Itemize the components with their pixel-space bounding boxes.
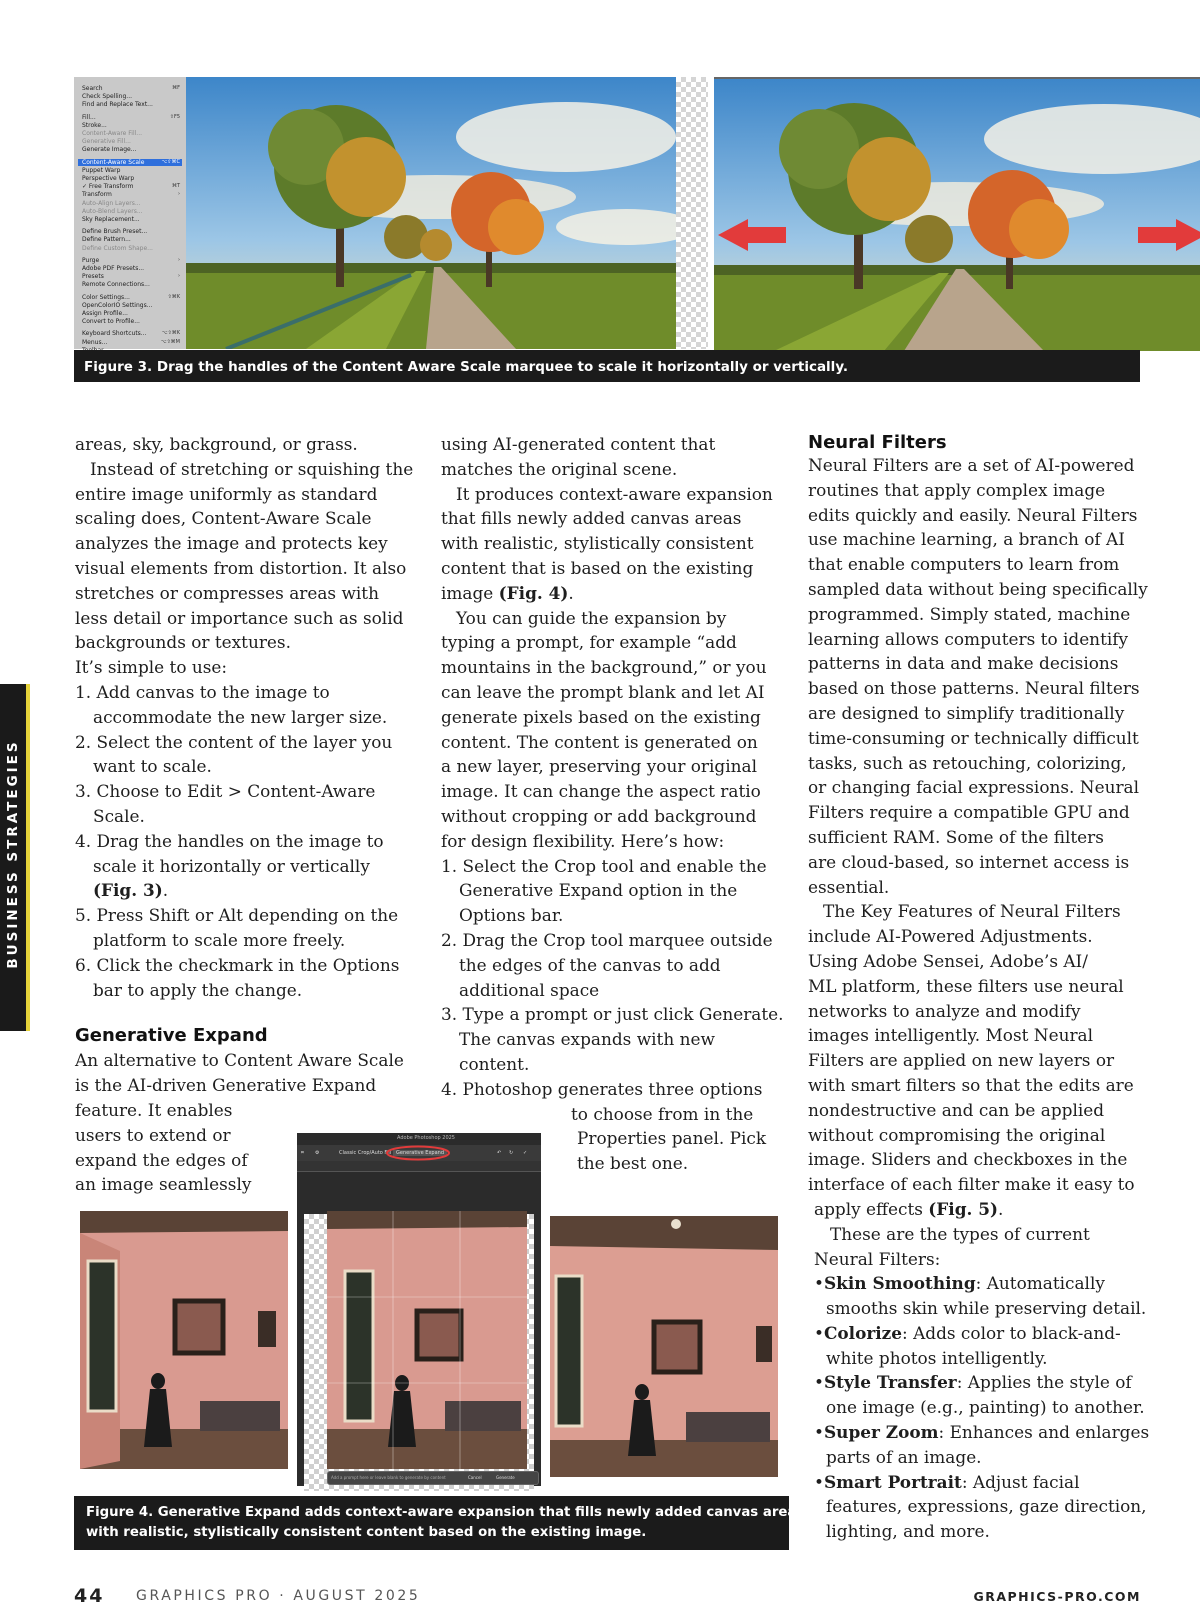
menu-item[interactable]: Fill... xyxy=(82,113,96,121)
menu-item[interactable]: Menus... xyxy=(82,338,108,346)
commit-icon[interactable]: ✓ xyxy=(523,1150,528,1156)
numbered-list: 1. Add canvas to the image to accommodate the new larger size. 2. Select the content of the layer you want to scale. 3. Choose to Edit > Content-Aware Scale. 4. Drag the handles on the image to scale it horizontally or vertically (Fig. 3). 5. Press Shift or Alt depending on the platform to scale more freely. 6. Click the checkmark in the Options bar to apply the change. xyxy=(75,680,405,1002)
menu-shortcut: ⌥⇧⌘K xyxy=(161,330,180,337)
menu-item[interactable]: Transform xyxy=(82,191,112,199)
paragraph: areas, sky, background, or grass. xyxy=(75,434,358,454)
menu-item[interactable]: Puppet Warp xyxy=(82,166,121,174)
generate-button[interactable]: Generate xyxy=(496,1475,515,1480)
list-item: 1. Select the Crop tool and enable the xyxy=(441,855,767,876)
menu-item[interactable]: Define Custom Shape... xyxy=(82,244,153,252)
prompt-placeholder: Add a prompt here or leave blank to generate by content xyxy=(331,1475,446,1480)
magazine-issue: GRAPHICS PRO · AUGUST 2025 xyxy=(136,1588,421,1604)
figure-3 xyxy=(74,72,1140,382)
menu-shortcut: › xyxy=(178,191,180,198)
list-item: 5. Press Shift or Alt depending on the xyxy=(75,905,399,926)
transparent-canvas-area xyxy=(676,77,708,349)
room-photo-original xyxy=(80,1211,288,1469)
tree-road-photo-original xyxy=(186,77,676,349)
prompt-input[interactable] xyxy=(327,1471,539,1485)
menu-item[interactable]: Perspective Warp xyxy=(82,175,135,182)
figure-4-caption: with realistic, stylistically consistent content based on the existing image. xyxy=(86,1525,647,1540)
section-heading: Neural Filters xyxy=(808,432,947,453)
menu-item[interactable]: Sky Replacement... xyxy=(82,216,140,223)
menu-item[interactable]: Content-Aware Scale xyxy=(78,159,182,166)
section-label: BUSINESS STRATEGIES xyxy=(5,739,21,969)
list-item: 4. Photoshop generates three options xyxy=(441,1078,763,1099)
list-item: 2. Drag the Crop tool marquee outside xyxy=(441,929,773,950)
menu-item[interactable]: Purge xyxy=(82,256,100,264)
paragraph: It’s simple to use: xyxy=(75,657,228,678)
column-2: using AI-generated content that matches the original scene. It produces context-aware expansion that fills newly added canvas areas with realistic, stylistically consistent content that is based on the existing image (Fig. 4). You can guide the expansion by typing a prompt, for example “add mountains in the background,” or you can leave the prompt blank and let AI generate pixels based on the existing content. The content is generated on a new layer, preserving your original image. It can change the aspect ratio without cropping or add background for design flexibility. Here’s how: 1. Select the Crop tool and enable the Generative Expand option in the Options bar. 2. Drag the Crop tool marquee outside the edges of the canvas to add additional space 3. Type a prompt or just click Generate. The canvas expands with new content. 4. Photoshop generates three options to choose from in the Properties panel. Pick the best one. xyxy=(441,432,781,1176)
menu-item[interactable]: Auto-Blend Layers... xyxy=(82,207,143,215)
paragraph: The Key Features of Neural Filters include AI-Powered Adjustments. Using Adobe Sensei, Adobe’s AI/ ML platform, these filters use neural networks to analyze and modify images intelligently. Most Neural Filters are applied on new layers or with smart filters so that the edits are nondestructive and can be applied without compromising the original image. Sliders and checkboxes in the interface of each filter make it easy to apply effects (Fig. 5). xyxy=(808,901,1135,1219)
menu-item[interactable]: Convert to Profile... xyxy=(82,318,140,326)
figure-4-caption-bar xyxy=(74,1496,805,1550)
list-item: 4. Drag the handles on the image to xyxy=(75,830,384,851)
figure-4-caption: Figure 4. Generative Expand adds context-aware expansion that fills newly added canvas areas xyxy=(86,1505,805,1520)
crop-tool-icon[interactable]: ⌗ xyxy=(301,1150,304,1156)
list-item: •Super Zoom: Enhances and enlarges xyxy=(814,1422,1150,1443)
generative-expand-option[interactable]: Generative Expand xyxy=(393,1150,447,1156)
menu-shortcut: › xyxy=(178,256,180,263)
menu-item[interactable]: Keyboard Shortcuts... xyxy=(82,330,147,338)
gear-icon[interactable]: ⚙ xyxy=(315,1150,320,1156)
menu-shortcut: ⇧⌘K xyxy=(167,293,180,300)
menu-item[interactable]: Remote Connections... xyxy=(82,281,150,289)
menu-shortcut: › xyxy=(178,273,180,280)
menu-item[interactable]: Define Pattern... xyxy=(82,236,131,244)
list-item: 1. Add canvas to the image to xyxy=(75,681,330,702)
room-photo-expanding xyxy=(327,1211,527,1469)
menu-shortcut: ⌘F xyxy=(172,85,180,91)
room-photo-expanded xyxy=(550,1216,778,1477)
menu-item[interactable]: Auto-Align Layers... xyxy=(82,199,141,207)
section-heading: Generative Expand xyxy=(75,1025,268,1047)
column-1 xyxy=(75,432,414,1197)
list-item: 6. Click the checkmark in the Options xyxy=(75,954,400,975)
menu-item[interactable]: Assign Profile... xyxy=(82,310,128,317)
page-number: 44 xyxy=(74,1585,105,1607)
menu-item[interactable]: Generative Fill... xyxy=(82,138,131,146)
menu-item[interactable]: Check Spelling... xyxy=(82,93,133,101)
menu-item[interactable]: Stroke... xyxy=(82,121,107,129)
options-bar xyxy=(297,1145,541,1161)
undo-icon[interactable]: ↶ xyxy=(497,1150,502,1156)
ruler xyxy=(297,1161,541,1172)
paragraph: Neural Filters are a set of AI-powered routines that apply complex image edits quickly and easily. Neural Filters use machine learning, a branch of AI that enable computers to learn from sampled data without being specifically programmed. Simply stated, machine learning allows computers to identify patterns in data and make decisions based on those patterns. Neural filters are designed to simplify traditionally time-consuming or technically difficult tasks, such as retouching, colorizing, or changing facial expressions. Neural Filters require a compatible GPU and sufficient RAM. Some of the filters are cloud-based, so internet access is essential. xyxy=(808,455,1148,897)
list-item: 2. Select the content of the layer you xyxy=(75,731,393,752)
list-item: 3. Type a prompt or just click Generate. xyxy=(441,1004,784,1025)
menu-shortcut: ⌘T xyxy=(171,183,180,190)
list-item: •Colorize: Adds color to black-and- xyxy=(814,1322,1121,1343)
menu-item[interactable]: Adobe PDF Presets... xyxy=(82,265,145,272)
menu-item[interactable]: Find and Replace Text... xyxy=(82,101,153,109)
section-side-tab xyxy=(0,684,30,1031)
highlight-circle-icon xyxy=(385,1145,451,1161)
figure-reference: (Fig. 3) xyxy=(93,880,163,901)
fill-mode-option[interactable]: Classic Crop/Auto Fill xyxy=(339,1150,392,1156)
figure-reference: (Fig. 4) xyxy=(498,582,569,603)
paragraph: An alternative to Content Aware Scale is the AI-driven Generative Expand feature. It enables users to extend or expand the edges of an image seamlessly xyxy=(75,1050,404,1195)
figure-3-caption: Figure 3. Drag the handles of the Content Aware Scale marquee to scale it horizontally or vertically. xyxy=(84,359,849,375)
numbered-list: 1. Select the Crop tool and enable the Generative Expand option in the Options bar. 2. Drag the Crop tool marquee outside the edges of the canvas to add additional space 3. Type a prompt or just click Generate. The canvas expands with new content. 4. Photoshop generates three options to choose from in the Properties panel. Pick the best one. xyxy=(441,855,784,1174)
landscape-illustration xyxy=(186,77,676,349)
list-item: •Style Transfer: Applies the style of xyxy=(814,1372,1132,1393)
menu-item[interactable]: Generate Image... xyxy=(82,146,137,154)
menu-shortcut: ⌥⇧⌘C xyxy=(161,158,180,165)
cancel-button[interactable]: Cancel xyxy=(468,1475,482,1480)
menu-item[interactable]: Color Settings... xyxy=(82,293,130,301)
landscape-illustration-scaled xyxy=(714,79,1200,351)
menu-item[interactable]: Search xyxy=(82,85,103,92)
menu-item[interactable]: Define Brush Preset... xyxy=(82,228,148,236)
menu-item[interactable]: OpenColorIO Settings... xyxy=(82,301,153,309)
menu-item[interactable]: Content-Aware Fill... xyxy=(82,130,143,137)
figure-3-caption-bar xyxy=(74,350,1140,382)
tree-road-photo-scaled xyxy=(714,77,1200,351)
paragraph: Instead of stretching or squishing the entire image uniformly as standard scaling does, Content-Aware Scale analyzes the image and protects key visual elements from distortion. It also stretches or compresses areas with less detail or importance such as solid backgrounds or textures. xyxy=(75,458,414,653)
menu-item[interactable]: Presets xyxy=(82,273,104,281)
website: GRAPHICS-PRO.COM xyxy=(973,1589,1141,1604)
app-title: Adobe Photoshop 2025 xyxy=(397,1135,455,1141)
list-item: 3. Choose to Edit > Content-Aware xyxy=(75,781,376,802)
reset-icon[interactable]: ↻ xyxy=(509,1150,514,1156)
figure-reference: (Fig. 5) xyxy=(928,1198,999,1219)
column-3 xyxy=(808,432,1148,1544)
menu-shortcut: ⌥⇧⌘M xyxy=(160,338,180,345)
edit-menu xyxy=(74,77,187,349)
bullet-list: •Skin Smoothing: Automatically smooths skin while preserving detail. •Colorize: Adds color to black-and- white photos intelligently. •Style Transfer: Applies the style of one image (e.g., painting) to another. •Super Zoom: Enhances and enlarges parts of an image. •Smart Portrait: Adjust facial features, expressions, gaze direction, lighting, and more. xyxy=(814,1273,1150,1542)
paragraph: These are the types of current Neural Filters: xyxy=(814,1223,1090,1269)
list-item: •Smart Portrait: Adjust facial xyxy=(814,1471,1080,1492)
list-item: •Skin Smoothing: Automatically xyxy=(814,1273,1105,1294)
menu-shortcut: ⇧F5 xyxy=(169,113,180,120)
menu-item[interactable]: ✓ Free Transform xyxy=(82,183,134,191)
